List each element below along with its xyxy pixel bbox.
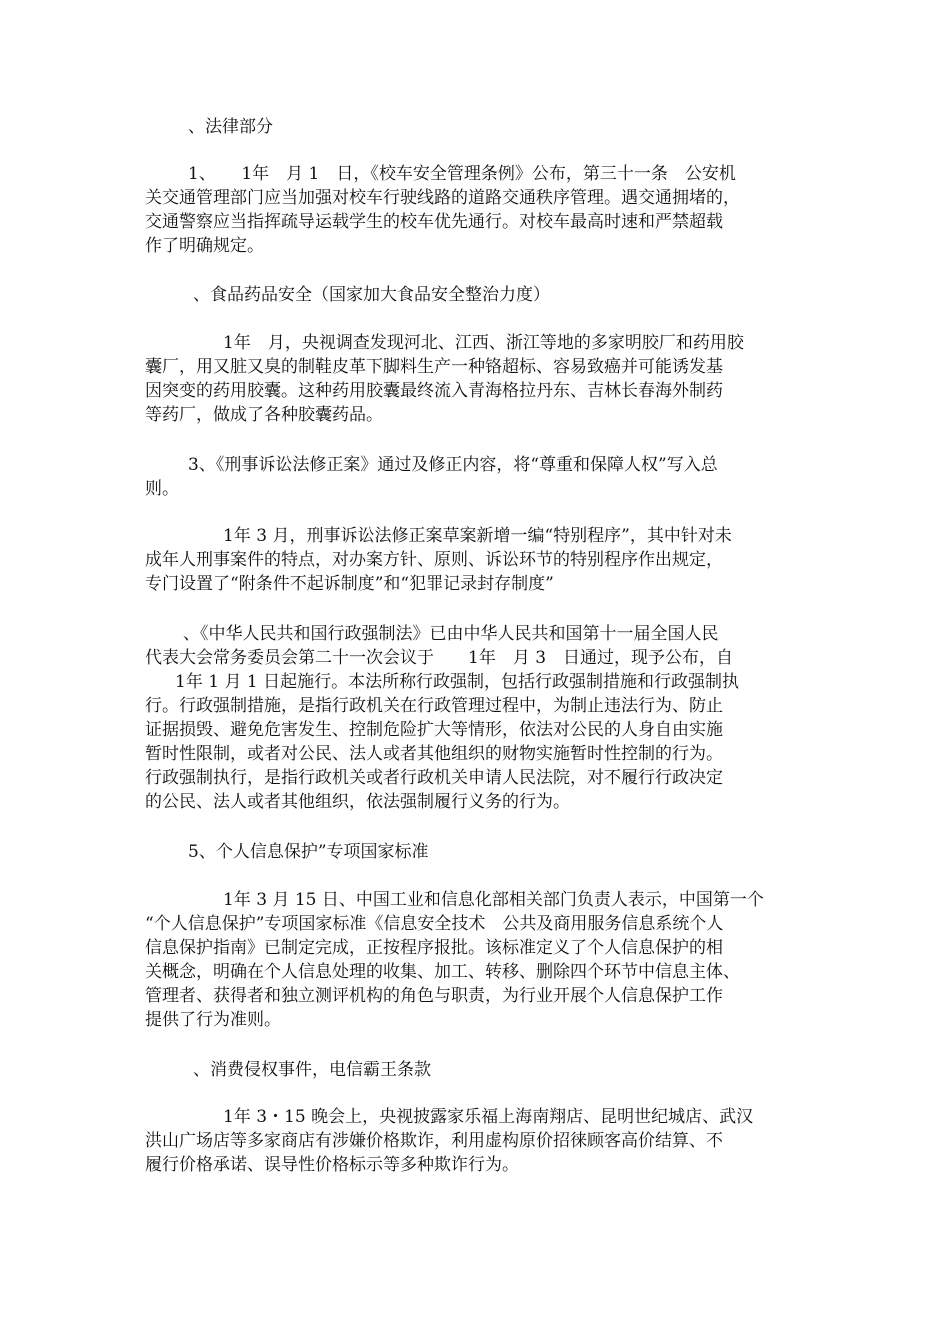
- paragraph-line: 信息保护指南》已制定完成，正按程序报批。该标准定义了个人信息保护的相: [145, 938, 723, 958]
- paragraph-line: 行。行政强制措施，是指行政机关在行政管理过程中，为制止违法行为、防止: [145, 696, 723, 716]
- paragraph-line: 因突变的药用胶囊。这种药用胶囊最终流入青海格拉丹东、吉林长春海外制药: [145, 381, 723, 401]
- paragraph-line: 等药厂，做成了各种胶囊药品。: [145, 405, 383, 425]
- paragraph-line: 1年 3 月，刑事诉讼法修正案草案新增一编“特别程序”，其中针对未: [223, 526, 732, 546]
- paragraph-line: 暂时性限制，或者对公民、法人或者其他组织的财物实施暂时性控制的行为。: [145, 744, 723, 764]
- paragraph-line: 关概念，明确在个人信息处理的收集、加工、转移、删除四个环节中信息主体、: [145, 962, 740, 982]
- section-heading-administrative-coercion: 、《中华人民共和国行政强制法》已由中华人民共和国第十一届全国人民: [183, 624, 719, 644]
- paragraph-line: 交通警察应当指挥疏导运载学生的校车优先通行。对校车最高时速和严禁超载: [145, 212, 723, 232]
- paragraph-line: 作了明确规定。: [145, 236, 264, 256]
- paragraph-line: 管理者、获得者和独立测评机构的角色与职责，为行业开展个人信息保护工作: [145, 986, 723, 1006]
- paragraph-line: 1年 3・15 晚会上，央视披露家乐福上海南翔店、昆明世纪城店、武汉: [223, 1107, 754, 1127]
- paragraph-line: 洪山广场店等多家商店有涉嫌价格欺诈，利用虚构原价招徕顾客高价结算、不: [145, 1131, 723, 1151]
- paragraph-line: 的公民、法人或者其他组织，依法强制履行义务的行为。: [145, 792, 570, 812]
- paragraph-line: 专门设置了“附条件不起诉制度”和“犯罪记录封存制度”: [145, 574, 554, 594]
- paragraph-line: 囊厂，用又脏又臭的制鞋皮革下脚料生产一种铬超标、容易致癌并可能诱发基: [145, 357, 723, 377]
- section-heading-personal-info: 5、个人信息保护”专项国家标准: [188, 842, 429, 862]
- section-heading-consumer-rights: 、消费侵权事件，电信霸王条款: [193, 1060, 431, 1080]
- paragraph-line: 代表大会常务委员会第二十一次会议于 1年 月 3 日通过，现予公布，自: [145, 648, 734, 668]
- paragraph-line: 关交通管理部门应当加强对校车行驶线路的道路交通秩序管理。遇交通拥堵的，: [145, 188, 740, 208]
- paragraph-line: 提供了行为准则。: [145, 1010, 281, 1030]
- paragraph-line: 行政强制执行，是指行政机关或者行政机关申请人民法院，对不履行行政决定: [145, 768, 723, 788]
- section-heading-criminal-procedure: 3、《刑事诉讼法修正案》通过及修正内容，将“尊重和保障人权”写入总: [188, 455, 718, 475]
- section-heading-law: 、法律部分: [188, 117, 273, 137]
- paragraph-line: “个人信息保护”专项国家标准《信息安全技术 公共及商用服务信息系统个人: [145, 914, 724, 934]
- paragraph-line: 1年 1 月 1 日起施行。本法所称行政强制，包括行政强制措施和行政强制执: [175, 672, 740, 692]
- paragraph-line: 成年人刑事案件的特点，对办案方针、原则、诉讼环节的特别程序作出规定，: [145, 550, 723, 570]
- paragraph-line: 1、 1年 月 1 日，《校车安全管理条例》公布，第三十一条 公安机: [188, 164, 736, 184]
- paragraph-line: 证据损毁、避免危害发生、控制危险扩大等情形，依法对公民的人身自由实施: [145, 720, 723, 740]
- paragraph-line: 1年 3 月 15 日、中国工业和信息化部相关部门负责人表示，中国第一个: [223, 890, 764, 910]
- paragraph-line: 1年 月，央视调查发现河北、江西、浙江等地的多家明胶厂和药用胶: [223, 333, 744, 353]
- section-heading-food-safety: 、食品药品安全（国家加大食品安全整治力度）: [193, 285, 550, 305]
- paragraph-line: 则。: [145, 479, 179, 499]
- paragraph-line: 履行价格承诺、误导性价格标示等多种欺诈行为。: [145, 1155, 519, 1175]
